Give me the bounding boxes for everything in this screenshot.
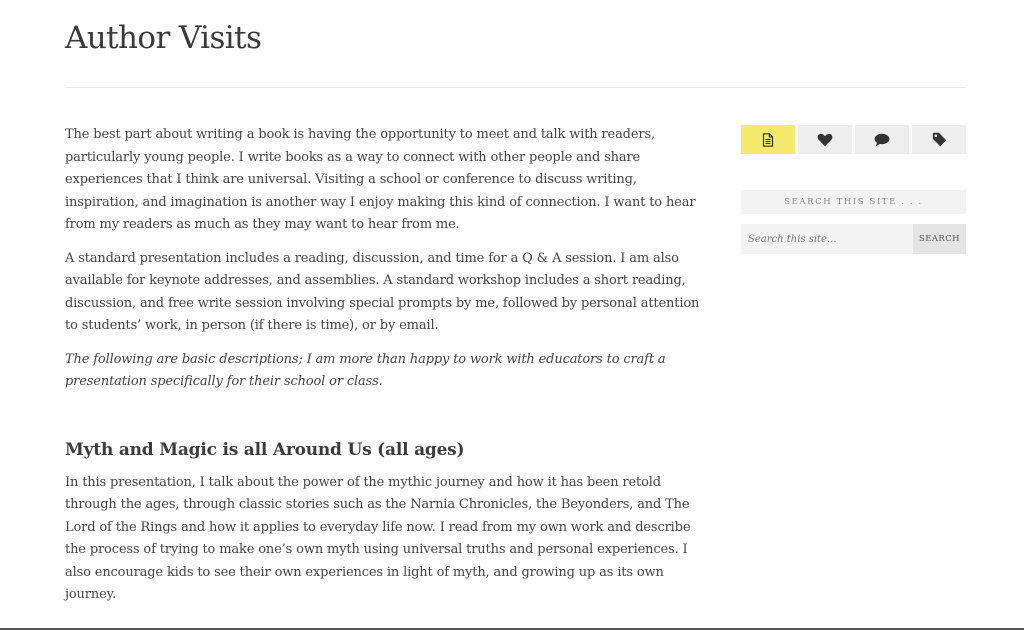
tab-popular[interactable] xyxy=(798,125,852,154)
section-heading: Myth and Magic is all Around Us (all ages) xyxy=(65,439,465,460)
intro-paragraph: The best part about writing a book is having the opportunity to meet and talk with readers, particularly young people. I write books as a way to connect with other people and share experiences that I think are universal. Visiting a school or conference to discuss writing, inspiration, and imagination is another way I enjoy making this kind of connection. I want to hear from my readers as much as they may want to hear from me. xyxy=(65,127,696,232)
title-divider xyxy=(65,87,966,88)
tag-icon xyxy=(932,132,947,147)
search-heading: SEARCH THIS SITE . . . xyxy=(741,190,966,214)
section-paragraph: In this presentation, I talk about the power of the mythic journey and how it has been retold through the ages, through classic stories such as the Narnia Chronicles, the Beyonders, and The Lord of the Rings and how it applies to everyday life now. I read from my own work and describe the process of trying to make one’s own myth using universal truths and personal experiences. I also encourage kids to see their own experiences in light of myth, and growing up as its own journey. xyxy=(65,474,691,602)
presentation-paragraph: A standard presentation includes a reading, discussion, and time for a Q & A session. I am also available for keynote addresses, and assemblies. A standard workshop includes a short reading, discussion, and free write session involving special prompts by me, followed by personal attention to students’ work, in person (if there is time), or by email. xyxy=(65,250,700,333)
sidebar-tabs xyxy=(741,125,966,154)
tab-tags[interactable] xyxy=(912,125,966,154)
search-button[interactable]: SEARCH xyxy=(913,224,966,254)
tab-comments[interactable] xyxy=(855,125,909,154)
search-input[interactable] xyxy=(741,224,913,254)
document-icon xyxy=(762,133,774,147)
descriptions-note: The following are basic descriptions; I am more than happy to work with educators to craft a presentation specifically for their school or class. xyxy=(65,351,666,389)
main-content xyxy=(65,124,705,618)
search-form xyxy=(741,224,966,254)
sidebar xyxy=(741,125,966,254)
page-title: Author Visits xyxy=(65,20,262,56)
heart-icon xyxy=(817,133,833,147)
tab-posts[interactable] xyxy=(741,125,795,154)
comment-icon xyxy=(874,133,890,147)
